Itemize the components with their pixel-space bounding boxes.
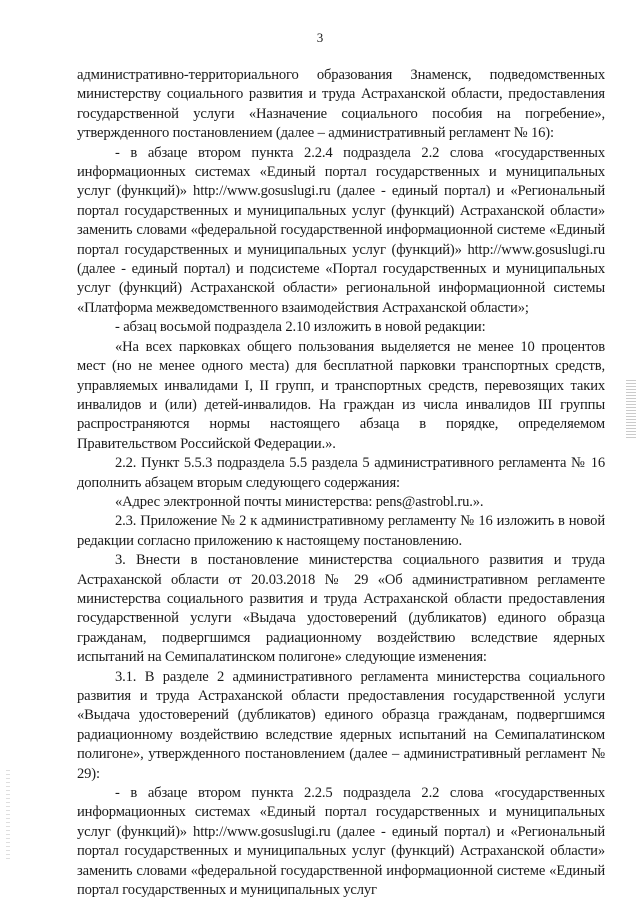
scan-artifact	[626, 380, 636, 440]
document-body	[77, 66, 605, 900]
paragraph: «На всех парковках общего пользования выделяется не менее 10 процентов мест (но не менее одного места) для бесплатной парковки транспортных средств, управляемых инвалидами I, II групп, и транспортных средств, перевозящих таких инвалидов и (или) детей-инвалидов. На граждан из числа инвалидов III группы распространяются нормы настоящего абзаца в порядке, определяемом Правительством Российской Федерации.».	[77, 338, 605, 452]
paragraph: 2.2. Пункт 5.5.3 подраздела 5.5 раздела 5 административного регламента № 16 дополнить абзацем вторым следующего содержания:	[77, 455, 605, 491]
paragraph: - абзац восьмой подраздела 2.10 изложить в новой редакции:	[115, 319, 486, 336]
paragraph: - в абзаце втором пункта 2.2.4 подраздела 2.2 слова «государственных информационных системах «Единый портал государственных и муниципальных услуг (функций)» http://www.gosuslugi.ru (далее - единый портал) и «Региональный портал государственных и муниципальных услуг (функций) Астраханской области» заменить словами «федеральной государственной информационной системе «Единый портал государственных и муниципальных услуг (функций)» http://www.gosuslugi.ru (далее - единый портал) и подсистеме «Портал государственных и муниципальных услуг (функций) Астраханской области» региональной информационной системы «Платформа межведомственного взаимодействия Астраханской области»;	[77, 144, 605, 316]
paragraph: 3.1. В разделе 2 административного регламента министерства социального развития и труда Астраханской области предоставления государственной услуги «Выдача удостоверений (дубликатов) единого образца гражданам, подвергшимся радиационному воздействию вследствие ядерных испытаний на Семипалатинском полигоне», утвержденного постановлением (далее – административный регламент № 29):	[77, 668, 605, 782]
paragraph: административно-территориального образования Знаменск, подведомственных министерству социального развития и труда Астраханской области, предоставления государственной услуги «Назначение социального пособия на погребение», утвержденного постановлением (далее – административный регламент № 16):	[77, 67, 605, 142]
paragraph: «Адрес электронной почты министерства: pens@astrobl.ru.».	[115, 493, 484, 510]
paragraph: - в абзаце втором пункта 2.2.5 подраздела 2.2 слова «государственных информационных системах «Единый портал государственных и муниципальных услуг (функций)» http://www.gosuslugi.ru (далее - единый портал) и «Региональный портал государственных и муниципальных услуг (функций) Астраханской области» заменить словами «федеральной государственной информационной системе «Единый портал государственных и муниципальных услуг	[77, 785, 605, 899]
paragraph: 3. Внести в постановление министерства социального развития и труда Астраханской области от 20.03.2018 № 29 «Об административном регламенте министерства социального развития и труда Астраханской области предоставления государственной услуги «Выдача удостоверений (дубликатов) единого образца гражданам, подвергшимся радиационному воздействию вследствие ядерных испытаний на Семипалатинском полигоне» следующие изменения:	[77, 552, 605, 666]
page-number: 3	[316, 30, 324, 45]
paragraph: 2.3. Приложение № 2 к административному регламенту № 16 изложить в новой редакции согласно приложению к настоящему постановлению.	[77, 513, 605, 549]
scan-edge-artifact	[6, 770, 10, 860]
